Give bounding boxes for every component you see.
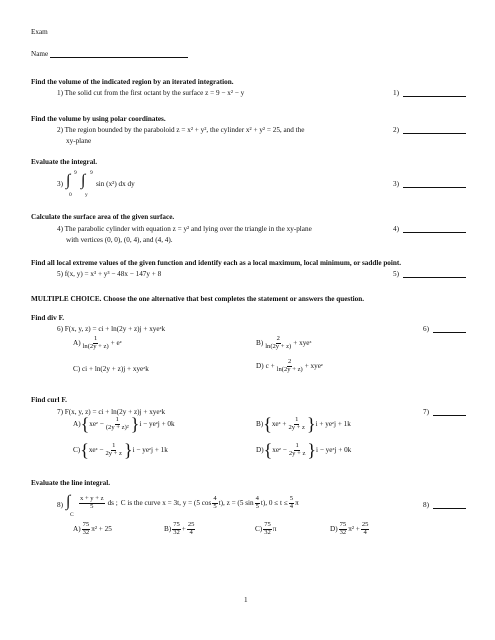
numerator: 25 [187, 521, 195, 528]
ds: ds ; [107, 499, 118, 508]
question-text: 2) The region bounded by the paraboloid z = x² + y², the cylinder x² + y² = 25, and the [57, 126, 305, 134]
curve-text: t), 0 ≤ t ≤ [260, 499, 288, 508]
answer-line [403, 96, 466, 97]
fraction [212, 496, 217, 511]
numerator: 2 [288, 358, 292, 365]
choice-tail: i + yeᶻj + 1k [315, 419, 351, 428]
question-stem: 7) F(x, y, z) = ci + ln(2y + z)j + xyeᶻk [57, 408, 166, 416]
fraction [264, 336, 292, 351]
choice-text: ci + ln(2y + z)j + xyeᶻk [81, 365, 149, 373]
choice-tail: + xyeᶻ [304, 362, 323, 371]
choice-a [73, 415, 175, 433]
section-heading: Find div F. [31, 314, 65, 322]
left-brace: { [80, 414, 90, 434]
denominator: 4 [189, 528, 193, 536]
lower-limit: C [70, 512, 74, 518]
choice-d [330, 522, 370, 537]
choice-tail: + eᶻ [110, 339, 122, 348]
exam-label: Exam [31, 28, 48, 36]
numerator: 75 [264, 521, 271, 528]
choice-b [256, 336, 311, 351]
section-heading: Find the volume by using polar coordinates. [31, 115, 166, 123]
choice-label: C) [255, 525, 263, 534]
question-text: 5) f(x, y) = x³ + y³ − 48x − 147y + 8 [57, 270, 162, 278]
right-brace: } [306, 414, 316, 434]
answer-line [403, 133, 466, 134]
section-heading: Find the volume of the indicated region by an iterated integration. [31, 78, 234, 86]
fraction [287, 417, 306, 432]
integral-sign: ∫ [66, 172, 71, 189]
question-number: 8) [423, 501, 429, 509]
numerator: 75 [82, 521, 90, 528]
lower-limit: y [85, 192, 88, 198]
denominator: 4 [289, 502, 294, 510]
denominator: 2y + z [105, 449, 122, 457]
denominator: 32 [173, 528, 180, 536]
upper-limit: 9 [74, 170, 77, 176]
plus-sign: + [181, 525, 186, 534]
answer-line [433, 415, 466, 416]
question-label: 3) [57, 180, 63, 188]
right-brace: } [130, 414, 140, 434]
choice-a [73, 336, 122, 351]
answer-line [403, 187, 466, 188]
fraction [172, 522, 181, 537]
integrand: sin (x²) dx dy [96, 180, 135, 188]
denominator: 2y + z [288, 449, 306, 457]
choice-label: D) [256, 445, 264, 454]
numerator: 2 [276, 335, 280, 342]
choice-c [73, 365, 149, 373]
choice-pre: xeᶻ + [271, 419, 287, 428]
choice-label: A) [73, 525, 81, 534]
section-heading: Find curl F. [31, 396, 67, 404]
denominator: 2y + z [288, 423, 305, 431]
section-heading: Evaluate the line integral. [31, 479, 111, 487]
integral-sign: ∫ [66, 493, 71, 510]
choice-c [255, 522, 276, 537]
denominator: ln(2y + z) [276, 365, 303, 373]
question-number: 5) [393, 270, 399, 278]
section-heading: Calculate the surface area of the given surface. [31, 213, 175, 221]
denominator: 4 [363, 528, 367, 536]
choice-tail: i − yeᶻj + 0k [139, 419, 175, 428]
curve-text: π [295, 499, 299, 508]
choice-pre: xeᶻ − [89, 419, 104, 428]
mc-heading: MULTIPLE CHOICE. Choose the one alternative that best completes the statement or answers the question. [31, 295, 364, 303]
choice-tail: π² + 25 [91, 525, 112, 534]
fraction [82, 336, 110, 351]
numerator: 4 [255, 495, 259, 502]
choice-label: A) [73, 339, 81, 348]
fraction [187, 522, 196, 537]
denominator: 5 [213, 502, 217, 510]
choice-d [256, 441, 351, 459]
answer-line [433, 332, 466, 333]
choice-label: D) [256, 362, 264, 371]
numerator: 4 [213, 495, 217, 502]
integral-sign: ∫ [81, 172, 86, 189]
section-heading: Find all local extreme values of the given function and identify each as a local maximum, local minimum, or saddle point. [31, 259, 402, 267]
numerator: 1 [295, 415, 299, 423]
denominator: 5 [255, 502, 259, 510]
name-label: Name [31, 50, 49, 58]
numerator: 75 [173, 521, 180, 528]
choice-b [256, 415, 351, 433]
numerator: x + y + z [80, 495, 104, 502]
fraction [82, 522, 91, 537]
integral-expression [78, 496, 299, 511]
fraction [104, 443, 123, 458]
choice-tail: π [272, 525, 277, 534]
choice-c [73, 441, 168, 459]
choice-b [164, 522, 196, 537]
question-stem: 6) F(x, y, z) = ci + ln(2y + z)j + xyeᶻk [57, 325, 166, 333]
fraction [361, 522, 370, 537]
fraction [263, 522, 272, 537]
curve-text: C is the curve x = 3t, y = (5 cos [120, 499, 212, 508]
choice-pre: xeᶻ − [88, 445, 104, 454]
fraction [276, 359, 304, 374]
denominator: 32 [339, 528, 347, 536]
numerator: 1 [115, 415, 119, 423]
fraction [255, 496, 260, 511]
question-number: 3) [393, 180, 399, 188]
numerator: 1 [295, 441, 299, 449]
section-heading: Evaluate the integral. [31, 158, 98, 166]
denominator: 32 [264, 528, 271, 536]
question-number: 4) [393, 225, 399, 233]
denominator: ln(2y + z) [82, 342, 109, 350]
fraction [288, 443, 307, 458]
name-line [50, 57, 188, 58]
left-brace: { [263, 440, 273, 460]
numerator: 25 [361, 521, 369, 528]
denominator: (2y + z)² [105, 423, 129, 431]
choice-label: D) [330, 525, 338, 534]
choice-pre: xeᶻ − [272, 445, 287, 454]
curve-text: t), z = (5 sin [218, 499, 254, 508]
question-text: with vertices (0, 0), (0, 4), and (4, 4). [66, 236, 173, 244]
choice-label: B) [164, 525, 172, 534]
choice-label: B) [256, 339, 264, 348]
question-number: 2) [393, 126, 399, 134]
fraction [289, 496, 294, 511]
choice-mid: π² + [348, 525, 360, 534]
choice-tail: i − yeᶻj + 0k [316, 445, 352, 454]
denominator: ln(2y + z) [265, 342, 292, 350]
question-text: xy-plane [66, 137, 92, 145]
right-brace: } [123, 440, 133, 460]
choice-label: C) [73, 365, 81, 373]
question-number: 7) [423, 408, 429, 416]
denominator: 32 [82, 528, 90, 536]
choice-label: B) [256, 419, 264, 428]
choice-a [73, 522, 112, 537]
numerator: 1 [93, 335, 98, 342]
left-brace: { [263, 414, 272, 434]
fraction [105, 417, 130, 432]
question-text: 4) The parabolic cylinder with equation z = y² and lying over the triangle in the xy-plane [57, 225, 312, 233]
upper-limit: 9 [90, 170, 93, 176]
question-text: 1) The solid cut from the first octant by the surface z = 9 − x² − y [57, 89, 245, 97]
answer-line [433, 508, 466, 509]
answer-line [403, 277, 466, 278]
choice-label: A) [73, 419, 81, 428]
choice-pre: c + [265, 362, 275, 371]
fraction [339, 522, 348, 537]
page-number: 1 [244, 596, 248, 604]
question-number: 1) [393, 89, 399, 97]
choice-tail: + xyeᶻ [293, 339, 312, 348]
right-brace: } [307, 440, 317, 460]
denominator: 5 [90, 502, 94, 510]
question-label: 8) [57, 501, 63, 509]
left-brace: { [80, 440, 89, 460]
choice-d [256, 359, 323, 374]
answer-line [403, 232, 466, 233]
question-number: 6) [423, 325, 429, 333]
numerator: 75 [339, 521, 347, 528]
fraction [79, 496, 105, 511]
choice-tail: i − yeᶻj + 1k [132, 445, 168, 454]
lower-limit: 0 [69, 192, 72, 198]
numerator: 1 [112, 441, 116, 449]
numerator: 5 [289, 495, 294, 502]
choice-label: C) [73, 445, 81, 454]
